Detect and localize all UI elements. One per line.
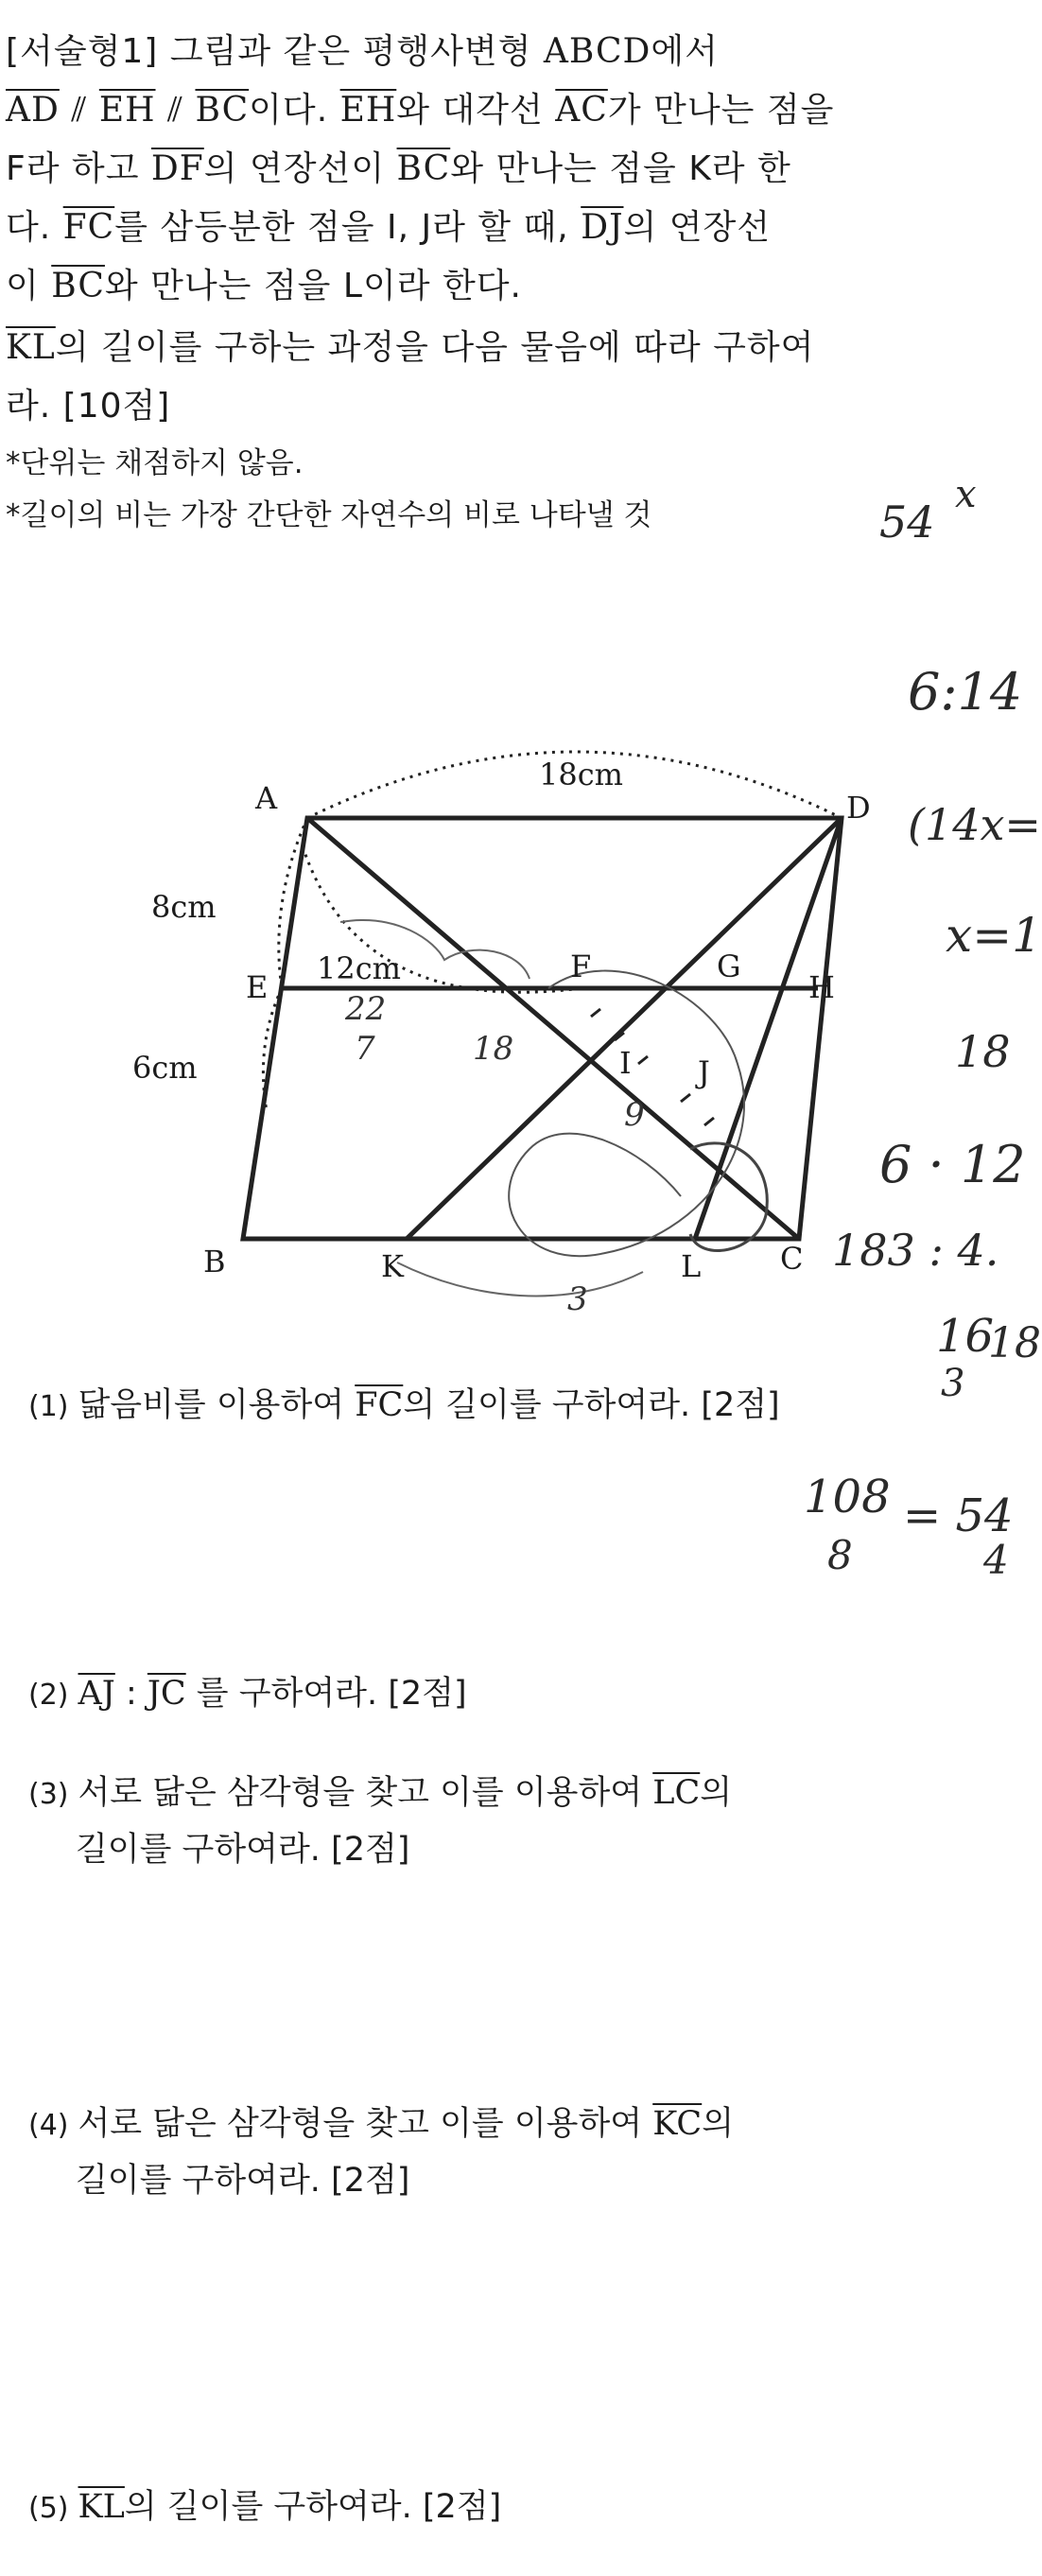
label-point-j: J bbox=[698, 1054, 710, 1090]
label-point-h: H bbox=[808, 969, 835, 1005]
question-4: (4) 서로 닮은 삼각형을 찾고 이를 이용하여 $\overline{KC}$의 bbox=[28, 2105, 735, 2143]
hw-note-x: x bbox=[955, 473, 977, 516]
hw-note-6-14: 6:14 bbox=[908, 662, 1023, 722]
note-scoring: *단위는 채점하지 않음. bbox=[6, 446, 304, 480]
label-point-l: L bbox=[681, 1248, 702, 1284]
problem-line-5: 이 $\overline{BC}$와 만나는 점을 L이라 한다. bbox=[6, 267, 522, 305]
label-point-g: G bbox=[717, 949, 741, 984]
label-dim-top: 18cm bbox=[539, 757, 623, 792]
note-ratio: *길이의 비는 가장 간단한 자연수의 비로 나타낼 것 bbox=[6, 498, 652, 532]
problem-line-7: 라. [10점] bbox=[6, 387, 171, 426]
hw-note-8: 8 bbox=[827, 1532, 853, 1578]
question-5: (5) $\overline{KL}$의 길이를 구하여라. [2점] bbox=[28, 2488, 502, 2526]
question-2: (2) $\overline{AJ}$ : $\overline{JC}$ 를 구하여라. [2점] bbox=[28, 1675, 467, 1713]
hw-note-14x: (14x= bbox=[908, 799, 1041, 850]
label-point-f: F bbox=[570, 949, 592, 984]
label-point-d: D bbox=[846, 790, 871, 826]
diagonal-ac bbox=[307, 818, 799, 1239]
label-point-i: I bbox=[619, 1045, 632, 1081]
hw-note-108: 108 bbox=[804, 1471, 891, 1523]
hw-note-18b: 18 bbox=[988, 1319, 1041, 1367]
hw-fig-7a: 7 bbox=[355, 1030, 375, 1068]
problem-line-2: $\overline{AD}$ ⫽ $\overline{EH}$ ⫽ $\overline{BC}$이다. $\overline{EH}$와 대각선 $\overline{AC}$가 만나는 점을 bbox=[6, 91, 835, 130]
hw-note-4: 4 bbox=[983, 1537, 1009, 1583]
problem-line-4: 다. $\overline{FC}$를 삼등분한 점을 I, J라 할 때, $\overline{DJ}$의 연장선 bbox=[6, 208, 772, 247]
hw-note-16: 16 bbox=[936, 1310, 995, 1363]
hw-fig-9: 9 bbox=[624, 1096, 645, 1134]
label-point-e: E bbox=[246, 969, 269, 1005]
problem-line-6: $\overline{KL}$의 길이를 구하는 과정을 다음 물음에 따라 구하여 bbox=[6, 328, 815, 367]
hw-note-6-12: 6 · 12 bbox=[879, 1135, 1026, 1194]
hw-fig-22: 22 bbox=[345, 990, 387, 1028]
segment-dk bbox=[407, 818, 842, 1239]
tick-marks bbox=[591, 1009, 714, 1125]
hw-note-18: 18 bbox=[955, 1026, 1011, 1077]
parallelogram-figure bbox=[113, 705, 870, 1348]
question-4-line-2: 길이를 구하여라. [2점] bbox=[76, 2162, 410, 2200]
label-dim-ef: 12cm bbox=[317, 950, 401, 986]
hw-note-3: 3 bbox=[941, 1362, 965, 1405]
parallelogram-abcd bbox=[243, 818, 842, 1239]
hw-fig-18: 18 bbox=[473, 1030, 514, 1068]
problem-line-1: [서술형1] 그림과 같은 평행사변형 ABCD에서 bbox=[6, 32, 719, 71]
hw-fig-3: 3 bbox=[567, 1280, 588, 1318]
label-dim-eb: 6cm bbox=[132, 1050, 198, 1086]
question-3: (3) 서로 닮은 삼각형을 찾고 이를 이용하여 $\overline{LC}$의 bbox=[28, 1774, 733, 1812]
hw-note-x-eq: x=1 bbox=[946, 908, 1042, 963]
question-1: (1) 닮음비를 이용하여 $\overline{FC}$의 길이를 구하여라. [2점] bbox=[28, 1386, 780, 1424]
problem-line-3: F라 하고 $\overline{DF}$의 연장선이 $\overline{BC}$와 만나는 점을 K라 한 bbox=[6, 149, 791, 188]
hw-note-54: 54 bbox=[879, 496, 935, 548]
hw-note-eq54: = 54 bbox=[903, 1489, 1014, 1542]
hw-note-183: 183 : 4. bbox=[832, 1225, 999, 1276]
label-dim-ae: 8cm bbox=[151, 889, 217, 925]
scribble-4 bbox=[690, 1143, 767, 1251]
question-3-line-2: 길이를 구하여라. [2점] bbox=[76, 1831, 410, 1869]
scribble-3 bbox=[397, 1262, 643, 1296]
label-point-a: A bbox=[255, 780, 278, 816]
label-point-b: B bbox=[203, 1244, 226, 1279]
label-point-k: K bbox=[381, 1248, 404, 1284]
label-point-c: C bbox=[780, 1241, 804, 1277]
